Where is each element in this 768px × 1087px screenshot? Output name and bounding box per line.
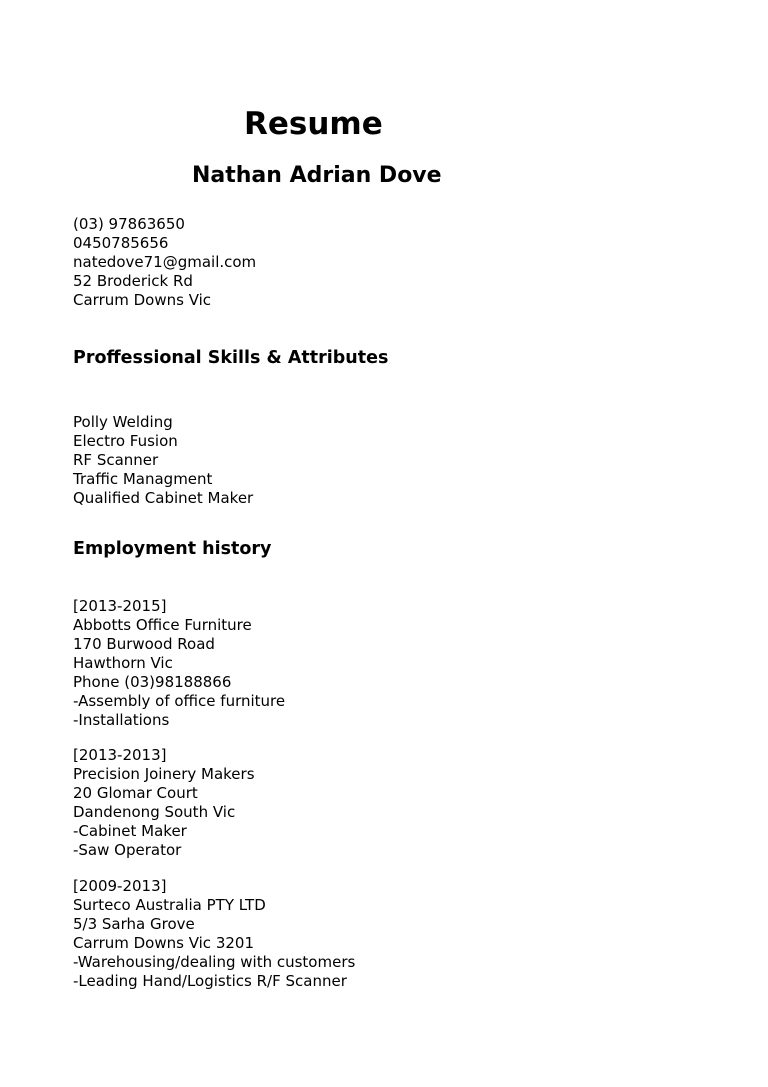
contact-suburb: Carrum Downs Vic	[73, 291, 212, 309]
resume-title: Resume	[244, 106, 383, 142]
skill-item: RF Scanner	[73, 451, 159, 469]
job-address: 20 Glomar Court	[73, 784, 198, 802]
job-phone: Phone (03)98188866	[73, 673, 232, 691]
contact-details	[73, 215, 256, 310]
job-address: 170 Burwood Road	[73, 635, 215, 653]
job-location: Dandenong South Vic	[73, 803, 236, 821]
job-company: Abbotts Office Furniture	[73, 616, 252, 634]
contact-phone-mobile: 0450785656	[73, 234, 169, 252]
skills-list	[73, 413, 253, 508]
job-duty: -Saw Operator	[73, 841, 182, 859]
skill-item: Electro Fusion	[73, 432, 178, 450]
skills-heading: Proffessional Skills & Attributes	[73, 348, 389, 368]
job-company: Surteco Australia PTY LTD	[73, 896, 266, 914]
skill-item: Qualified Cabinet Maker	[73, 489, 254, 507]
skill-item: Polly Welding	[73, 413, 173, 431]
employment-heading: Employment history	[73, 539, 272, 559]
job-duty: -Cabinet Maker	[73, 822, 187, 840]
job-location: Hawthorn Vic	[73, 654, 173, 672]
contact-street: 52 Broderick Rd	[73, 272, 193, 290]
job-entry	[73, 877, 355, 991]
job-location: Carrum Downs Vic 3201	[73, 934, 254, 952]
job-duty: -Installations	[73, 711, 170, 729]
job-entry	[73, 746, 255, 860]
job-period: [2013-2015]	[73, 597, 167, 615]
job-entry	[73, 597, 285, 730]
job-duty: -Leading Hand/Logistics R/F Scanner	[73, 972, 347, 990]
job-period: [2013-2013]	[73, 746, 167, 764]
contact-email: natedove71@gmail.com	[73, 253, 257, 271]
job-period: [2009-2013]	[73, 877, 167, 895]
job-address: 5/3 Sarha Grove	[73, 915, 195, 933]
job-duty: -Warehousing/dealing with customers	[73, 953, 356, 971]
skill-item: Traffic Managment	[73, 470, 213, 488]
contact-phone-home: (03) 97863650	[73, 215, 185, 233]
job-company: Precision Joinery Makers	[73, 765, 255, 783]
candidate-name: Nathan Adrian Dove	[192, 163, 442, 188]
job-duty: -Assembly of office furniture	[73, 692, 286, 710]
